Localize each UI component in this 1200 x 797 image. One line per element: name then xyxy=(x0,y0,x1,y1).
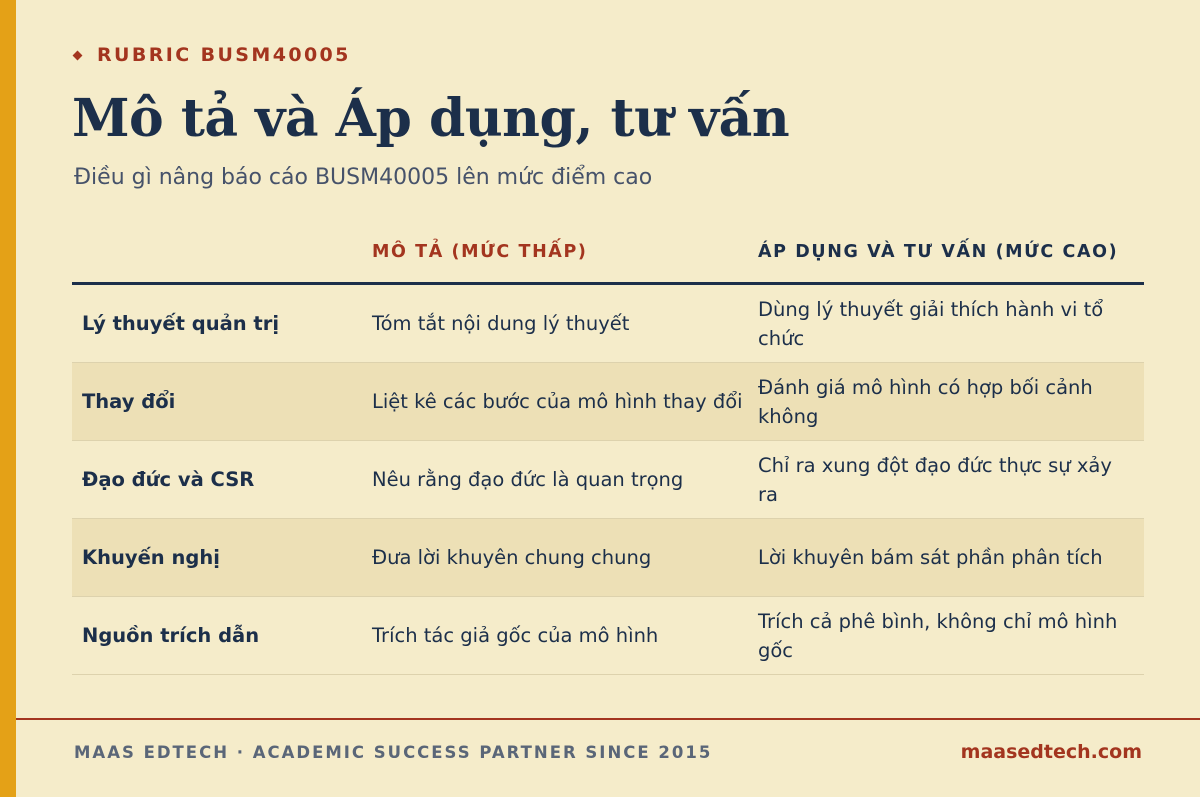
row-high: Dùng lý thuyết giải thích hành vi tổ chức xyxy=(758,297,1104,350)
footer-divider xyxy=(16,718,1200,720)
eyebrow xyxy=(74,44,351,66)
page-title: Mô tả và Áp dụng, tư vấn xyxy=(72,88,790,149)
row-high: Lời khuyên bám sát phần phân tích xyxy=(758,546,1103,569)
row-criterion: Khuyến nghị xyxy=(82,546,220,569)
table-row xyxy=(72,285,1144,363)
row-high: Đánh giá mô hình có hợp bối cảnh không xyxy=(758,375,1093,428)
table-row xyxy=(72,363,1144,441)
row-criterion: Đạo đức và CSR xyxy=(82,468,255,491)
row-criterion: Nguồn trích dẫn xyxy=(82,624,260,647)
table-row xyxy=(72,519,1144,597)
table-row xyxy=(72,597,1144,675)
row-criterion: Thay đổi xyxy=(82,390,176,413)
row-low: Nêu rằng đạo đức là quan trọng xyxy=(372,468,684,491)
left-accent-bar xyxy=(0,0,16,797)
column-header-low: MÔ TẢ (MỨC THẤP) xyxy=(372,242,588,262)
row-criterion: Lý thuyết quản trị xyxy=(82,312,280,335)
eyebrow-label: RUBRIC BUSM40005 xyxy=(97,44,351,66)
page-subtitle: Điều gì nâng báo cáo BUSM40005 lên mức điểm cao xyxy=(74,165,653,190)
diamond-icon xyxy=(73,50,83,60)
row-low: Đưa lời khuyên chung chung xyxy=(372,546,652,569)
row-low: Liệt kê các bước của mô hình thay đổi xyxy=(372,390,743,413)
column-header-high: ÁP DỤNG VÀ TƯ VẤN (MỨC CAO) xyxy=(758,242,1119,262)
table-header xyxy=(72,222,1144,285)
row-low: Trích tác giả gốc của mô hình xyxy=(372,624,659,647)
row-high: Chỉ ra xung đột đạo đức thực sự xảy ra xyxy=(758,453,1112,506)
row-low: Tóm tắt nội dung lý thuyết xyxy=(372,312,630,335)
footer-tagline: MAAS EDTECH · ACADEMIC SUCCESS PARTNER SINCE 2015 xyxy=(74,743,713,762)
table-row xyxy=(72,441,1144,519)
footer-website-link[interactable]: maasedtech.com xyxy=(960,741,1142,763)
row-high: Trích cả phê bình, không chỉ mô hình gốc xyxy=(758,609,1118,662)
rubric-table xyxy=(72,222,1144,675)
